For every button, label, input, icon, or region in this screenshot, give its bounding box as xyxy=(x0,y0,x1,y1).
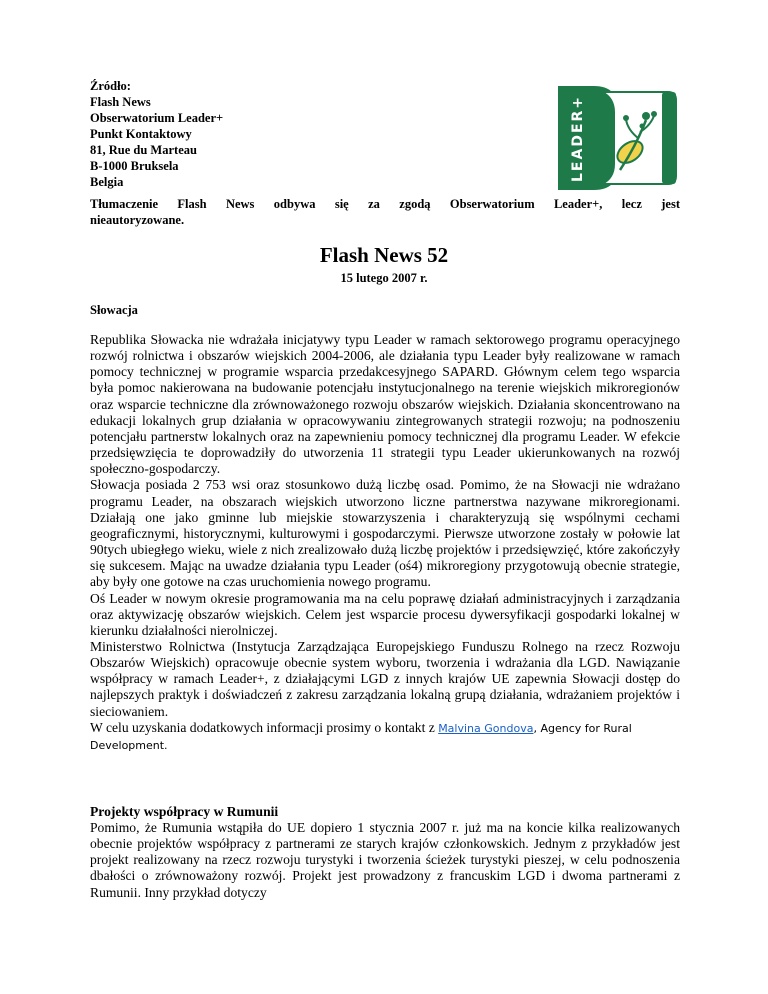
section-heading-romania: Projekty współpracy w Rumunii xyxy=(90,804,279,819)
source-line: B-1000 Bruksela xyxy=(90,159,179,173)
notice-line: nieautoryzowane. xyxy=(90,213,185,227)
issue-date: 15 lutego 2007 r. xyxy=(340,271,428,285)
paragraph: Pomimo, że Rumunia wstąpiła do UE dopiero 1 stycznia 2007 r. już ma na koncie kilka realizowanych obecnie projektów współpracy z partnerami ze starych krajów członkowskich. Jednym z przykładów jest projekt realizowany na rzecz rozwoju turystyki i tworzenia ścieżek turystyki pieszej, w celu podnoszenia dbałości o zrównoważony rozwój. Projekt jest prowadzony z francuskim LGD i dwoma partnerami z Rumunii. Inny przykład dotyczy xyxy=(90,820,680,900)
section-body-romania xyxy=(90,820,680,901)
contact-suffix: , Agency for Rural Development. xyxy=(90,721,632,752)
logo-text: LEADER+ xyxy=(570,94,586,182)
contact-paragraph xyxy=(90,720,680,754)
source-line: Punkt Kontaktowy xyxy=(90,127,192,141)
source-line: 81, Rue du Marteau xyxy=(90,143,197,157)
notice-line: Tłumaczenie Flash News odbywa się za zgodą Obserwatorium Leader+, lecz jest xyxy=(90,197,680,211)
paragraph: Oś Leader w nowym okresie programowania ma na celu poprawę działań administracyjnych i zarządzania oraz aktywizację obszarów wiejskich. Celem jest wsparcie procesu dywersyfikacji gospodarki lokalnej w kierunku działalności nierolniczej. xyxy=(90,590,680,638)
source-line: Belgia xyxy=(90,175,124,189)
source-block xyxy=(90,78,223,190)
source-line: Flash News xyxy=(90,95,151,109)
source-label: Źródło: xyxy=(90,79,131,93)
section-heading-slovakia: Słowacja xyxy=(90,303,138,317)
paragraph: Ministerstwo Rolnictwa (Instytucja Zarządzająca Europejskiego Funduszu Rolnego na rzecz Rozwoju Obszarów Wiejskich) opracowuje obecnie system wyboru, tworzenia i wdrażania dla LGD. Nawiązanie współpracy w ramach Leader+, z działającymi LGD z innych krajów UE zapewnia Słowacji dostęp do najlepszych praktyk i doświadczeń z zakresu zarządzania lokalną grupą działania, wdrażaniem projektów i sieciowaniem. xyxy=(90,638,680,719)
source-line: Obserwatorium Leader+ xyxy=(90,111,224,125)
contact-prefix: W celu uzyskania dodatkowych informacji prosimy o kontakt z xyxy=(90,719,439,735)
paragraph: Słowacja posiada 2 753 wsi oraz stosunkowo dużą liczbę osad. Pomimo, że na Słowacji nie wdrażano programu Leader, na obszarach wiejskich utworzono liczne partnerstwa nazywane mikroregionami. Działają one jako gminne lub miejskie stowarzyszenia i charakteryzują się wspólnymi cechami geograficznymi, historycznymi, kulturowymi i gospodarczymi. Pierwsze utworzone zostały w połowie lat 90tych ubiegłego wieku, wiele z nich zrealizowało dużą liczbę projektów i przedsięwzięć, które zakończyły się sukcesem. Mając na uwadze działania typu Leader (oś4) mikroregiony przygotowują obecnie strategie, aby były one gotowe na czas uruchomienia nowego programu. xyxy=(90,477,680,590)
leader-plus-logo xyxy=(558,86,682,190)
paragraph: Republika Słowacka nie wdrażała inicjatywy typu Leader w ramach sektorowego programu operacyjnego rozwój rolnictwa i obszarów wiejskich 2004-2006, ale działania typu Leader były realizowane w ramach pomocy technicznej w programie wsparcia przedakcesyjnego SAPARD. Głównym celem tego wsparcia była pomoc nakierowana na budowanie potencjału instytucjonalnego na terenie wiejskich mikroregionów oraz wsparcie techniczne dla zrównoważonego rozwoju obszarów wiejskich. Działania skoncentrowano na edukacji lokalnych grup działania w opracowywaniu zintegrowanych strategii rozwoju; na podnoszeniu potencjału partnerstw lokalnych oraz na zapewnieniu pomocy technicznej dla programu Leader. W efekcie przedsięwzięcia te doprowadziły do utworzenia 11 strategii typu Leader ukierunkowanych na rozwój społeczno-gospodarczy. xyxy=(90,332,680,477)
page-title: Flash News 52 xyxy=(319,243,449,267)
contact-link-malvina-gondova[interactable]: Malvina Gondova xyxy=(438,721,534,735)
section-body-slovakia xyxy=(90,332,680,754)
translation-notice xyxy=(90,196,680,228)
